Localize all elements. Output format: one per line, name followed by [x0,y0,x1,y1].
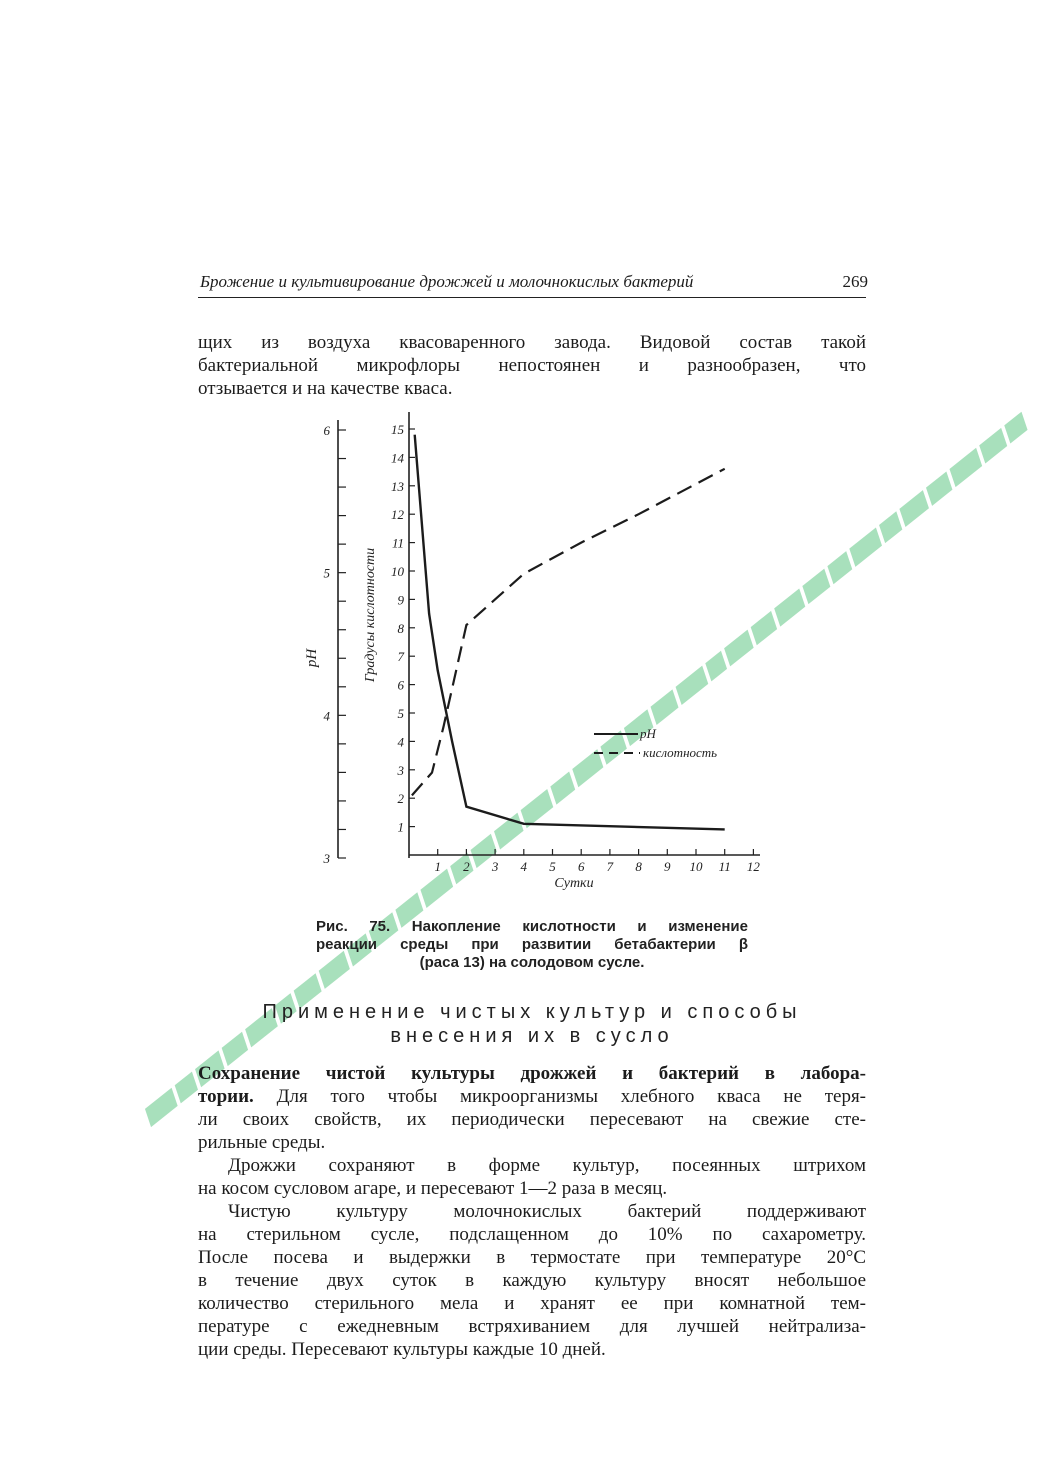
acidity-tick-label: 9 [397,592,404,608]
section-title-line: внесения их в сусло [390,1025,674,1047]
ph-tick-label: 3 [323,851,330,866]
bold-lead-end: тории. [198,1086,254,1107]
text-line: бактериальной микрофлоры непостоянен и разнообразен, что [198,355,866,376]
x-tick-label: 4 [520,859,528,874]
acidity-tick-label: 14 [391,450,404,466]
text-line: Дрожжи сохраняют в форме культур, посеянных штрихом [228,1155,866,1176]
acidity-tick-label: 10 [391,564,404,579]
x-tick-label: 1 [434,859,441,874]
acidity-tick-label: 5 [397,706,404,721]
text-line: в течение двух суток в каждую культуру вносят небольшое [198,1270,866,1291]
ph-tick-label: 6 [323,423,330,438]
caption-line: Рис. 75. Накопление кислотности и изменение [316,918,748,935]
acidity-axis-label: Градусы кислотности [363,547,378,683]
text-line: на стерильном сусле, подслащенном до 10% по сахарометру. [198,1224,866,1245]
x-tick-label: 2 [463,859,470,874]
acidity-tick-label: 3 [397,762,404,778]
acidity-tick-label: 2 [397,791,404,807]
ph-tick-label: 5 [323,565,330,581]
legend-ph-label: pH [640,726,656,741]
text-line: рильные среды. [198,1132,326,1153]
text-line: количество стерильного мела и хранят ее при комнатной тем- [198,1293,866,1314]
x-tick-label: 7 [606,859,614,874]
acidity-tick-label: 8 [397,620,404,636]
running-title: Брожение и культивирование дрожжей и молочнокислых бактерий [200,272,694,291]
acidity-tick-label: 15 [391,422,404,437]
x-tick-label: 3 [491,859,499,874]
section-title-line: Применение чистых культур и способы [262,1001,802,1023]
x-tick-label: 9 [664,859,671,874]
acidity-tick-label: 4 [397,734,404,750]
caption-line: (раса 13) на солодовом сусле. [419,954,645,971]
text-line: После посева и выдержки в термостате при температуре 20°C [198,1247,866,1268]
acidity-tick-label: 11 [391,535,404,551]
figure-caption [316,918,748,972]
acidity-tick-label: 1 [397,819,404,835]
acidity-tick-label: 7 [397,649,404,665]
ph-axis-label: pH [304,648,320,668]
x-tick-label: 6 [577,859,585,874]
text-line: Чистую культуру молочнокислых бактерий поддерживают [228,1201,866,1222]
legend-acidity-label: кислотность [643,745,718,760]
text-line: пературе с ежедневным встряхиванием для лучшей нейтрализа- [198,1316,866,1337]
page-number: 269 [842,272,868,291]
acidity-tick-label: 6 [397,677,404,693]
x-tick-label: 12 [746,859,760,874]
x-axis-label: Сутки [554,876,594,891]
caption-line: реакции среды при развитии бетабактерии β [316,936,748,953]
text-line: ли своих свойств, их периодически пересевают на свежие сте- [198,1109,866,1130]
chart-legend [594,726,717,760]
text-line: щих из воздуха квасоваренного завода. Видовой состав такой [198,332,866,353]
ph-tick-label: 4 [323,708,330,724]
x-tick-label: 10 [689,859,703,874]
x-tick-label: 11 [718,859,731,874]
x-tick-label: 8 [635,859,642,874]
acidity-tick-label: 12 [391,507,404,523]
x-tick-label: 5 [549,859,556,874]
text-line: Для того чтобы микроорганизмы хлебного кваса не теря- [276,1086,867,1107]
text-line: на косом сусловом агаре, и пересевают 1—2 раза в месяц. [198,1178,668,1199]
bold-lead-line: Сохранение чистой культуры дрожжей и бактерий в лабора- [198,1063,866,1084]
section-title [198,1000,866,1048]
text-line: отзывается и на качестве кваса. [198,378,453,399]
acidity-tick-label: 13 [391,478,404,494]
body-text [198,1062,866,1361]
text-line: ции среды. Пересевают культуры каждые 10 дней. [198,1339,606,1360]
